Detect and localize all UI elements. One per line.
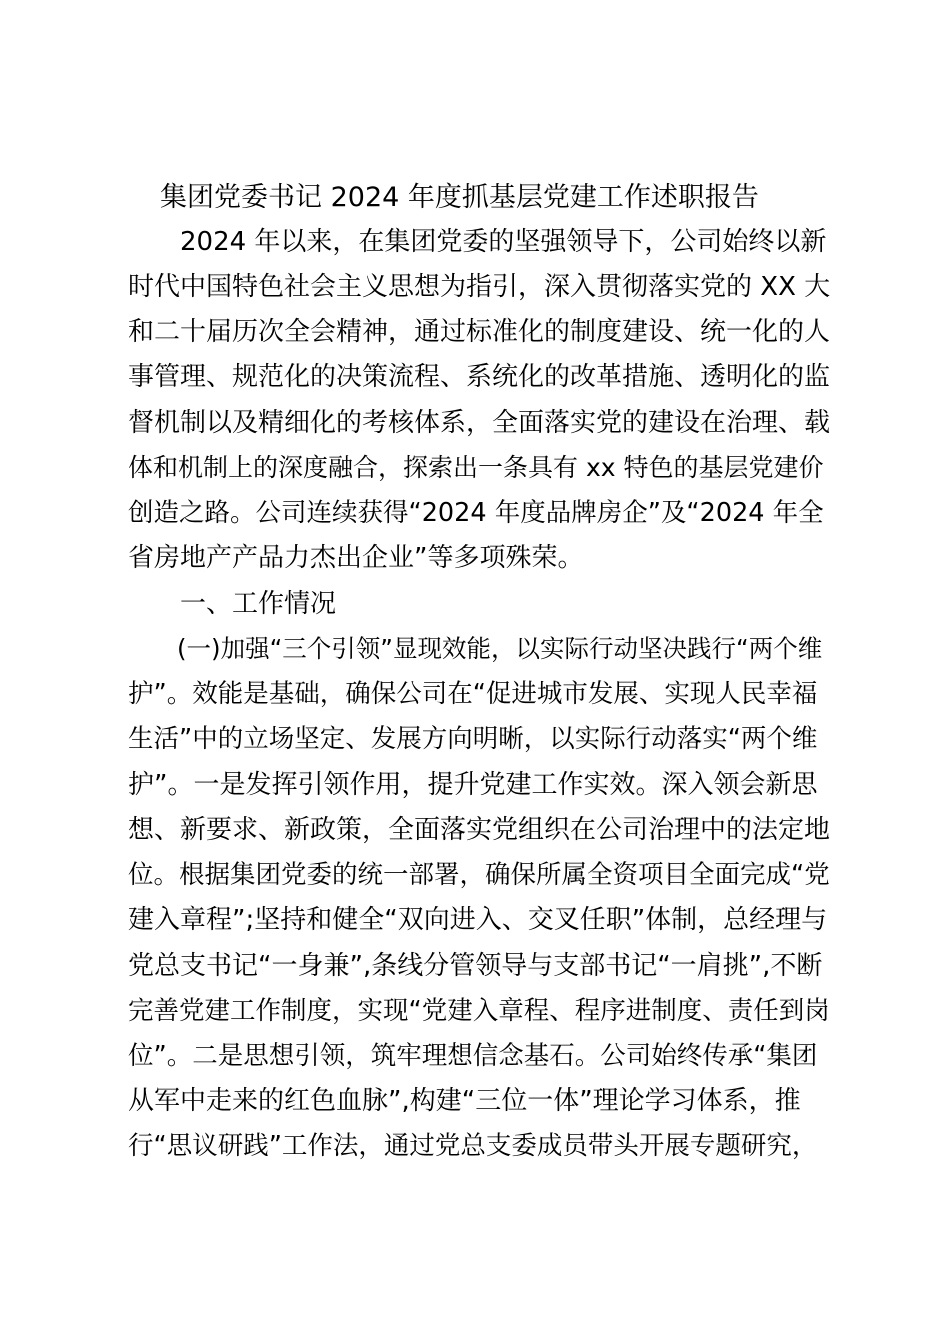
body-line: 生活”中的立场坚定、发展方向明晰，以实际行动落实“两个维	[128, 724, 818, 754]
body-line: 时代中国特色社会主义思想为指引，深入贯彻落实党的 XX 大	[128, 272, 831, 302]
body-line: 体和机制上的深度融合，探索出一条具有 xx 特色的基层党建价	[128, 453, 824, 482]
body-line: 事管理、规范化的决策流程、系统化的改革措施、透明化的监	[128, 362, 831, 392]
document-title: 集团党委书记 2024 年度抓基层党建工作述职报告	[160, 182, 759, 213]
body-line: 党总支书记“一身兼”,条线分管领导与支部书记“一肩挑”,不断	[128, 951, 823, 981]
body-line: 督机制以及精细化的考核体系，全面落实党的建设在治理、载	[128, 408, 831, 438]
section-heading: 一、工作情况	[128, 589, 337, 619]
body-line: 省房地产产品力杰出企业”等多项殊荣。	[128, 543, 584, 573]
body-line: 2024 年以来，在集团党委的坚强领导下，公司始终以新	[128, 227, 827, 257]
body-line: 位。根据集团党委的统一部署，确保所属全资项目全面完成“党	[128, 860, 830, 890]
body-line: 创造之路。公司连续获得“2024 年度品牌房企”及“2024 年全	[128, 498, 824, 528]
body-line: 想、新要求、新政策，全面落实党组织在公司治理中的法定地	[128, 815, 831, 845]
body-line: 位”。二是思想引领，筑牢理想信念基石。公司始终传承“集团	[128, 1041, 818, 1071]
body-line: 和二十届历次全会精神，通过标准化的制度建设、统一化的人	[128, 317, 831, 347]
body-line: 护”。一是发挥引领作用，提升党建工作实效。深入领会新思	[128, 770, 818, 800]
body-line: (一)加强“三个引领”显现效能，以实际行动坚决践行“两个维	[128, 634, 823, 663]
body-line: 护”。效能是基础，确保公司在“促进城市发展、实现人民幸福	[128, 679, 818, 709]
body-line: 从军中走来的红色血脉”,构建“三位一体”理论学习体系，推	[128, 1086, 801, 1116]
body-line: 行“思议研践”工作法，通过党总支委成员带头开展专题研究，	[128, 1131, 818, 1161]
body-line: 建入章程”;坚持和健全“双向进入、交叉任职”体制，总经理与	[128, 905, 828, 935]
body-line: 完善党建工作制度，实现“党建入章程、程序进制度、责任到岗	[128, 996, 830, 1026]
